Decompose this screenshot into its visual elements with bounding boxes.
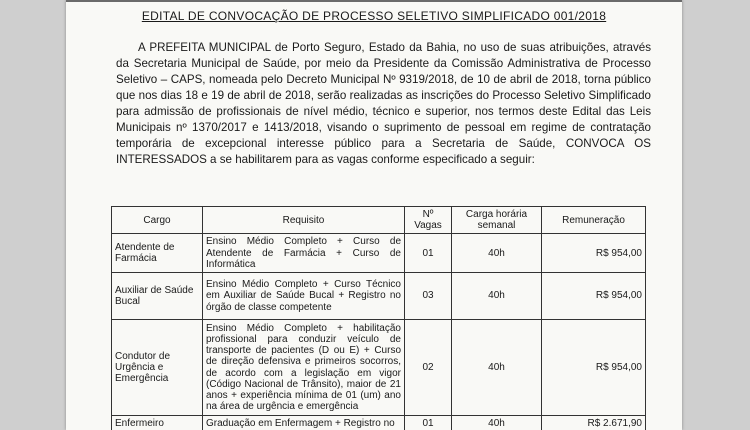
cell-requisito: Ensino Médio Completo + habilitação profissional para conduzir veículo de transporte de pacientes (D ou E) + Curso de direção defensiva e primeiros socorros, de acordo com a legislação em vigor (Código Nacional de Trânsito), maior de 21 anos + experiência mínima de 01 (um) ano na área de urgência e emergência bbox=[203, 320, 405, 416]
document-title: EDITAL DE CONVOCAÇÃO DE PROCESSO SELETIVO SIMPLIFICADO 001/2018 bbox=[141, 9, 607, 23]
cell-cargo: Atendente de Farmácia bbox=[112, 234, 203, 273]
document-page bbox=[66, 0, 682, 430]
table-row bbox=[112, 416, 646, 430]
cell-requisito: Ensino Médio Completo + Curso Técnico em Auxiliar de Saúde Bucal + Registro no órgão de classe competente bbox=[203, 273, 405, 320]
cell-vagas: 01 bbox=[405, 234, 452, 273]
cell-cargo: Condutor de Urgência e Emergência bbox=[112, 320, 203, 416]
cell-remuneracao: R$ 2.671,90 bbox=[542, 416, 646, 430]
cell-remuneracao: R$ 954,00 bbox=[542, 320, 646, 416]
cell-cargo: Auxiliar de Saúde Bucal bbox=[112, 273, 203, 320]
table-row bbox=[112, 234, 646, 273]
top-rule bbox=[66, 0, 682, 2]
cell-remuneracao: R$ 954,00 bbox=[542, 273, 646, 320]
cell-requisito: Graduação em Enfermagem + Registro no bbox=[203, 416, 405, 430]
cell-cargo: Enfermeiro bbox=[112, 416, 203, 430]
table-header-row bbox=[112, 207, 646, 234]
cell-vagas: 01 bbox=[405, 416, 452, 430]
cell-remuneracao: R$ 954,00 bbox=[542, 234, 646, 273]
cell-vagas: 02 bbox=[405, 320, 452, 416]
positions-table bbox=[111, 206, 646, 430]
header-requisito: Requisito bbox=[203, 207, 405, 234]
table-row bbox=[112, 320, 646, 416]
header-vagas: Nº Vagas bbox=[405, 207, 452, 234]
header-carga: Carga horária semanal bbox=[452, 207, 542, 234]
header-cargo: Cargo bbox=[112, 207, 203, 234]
cell-carga: 40h bbox=[452, 273, 542, 320]
cell-vagas: 03 bbox=[405, 273, 452, 320]
intro-paragraph bbox=[116, 40, 651, 168]
intro-text: A PREFEITA MUNICIPAL de Porto Seguro, Estado da Bahia, no uso de suas atribuições, através da Secretaria Municipal de Saúde, por meio da Presidente da Comissão Administrativa de Processo Seletivo – CAPS, nomeada pelo Decreto Municipal Nº 9319/2018, de 10 de abril de 2018, torna público que nos dias 18 e 19 de abril de 2018, serão realizadas as inscrições do Processo Seletivo Simplificado para admissão de profissionais de nível médio, técnico e superior, nos termos deste Edital das Leis Municipais nº 1370/2017 e 1413/2018, visando o suprimento de pessoal em regime de contratação temporária de excepcional interesse público para a Secretaria de Saúde, CONVOCA OS INTERESSADOS a se habilitarem para as vagas conforme especificado a seguir: bbox=[116, 41, 651, 166]
header-remuneracao: Remuneração bbox=[542, 207, 646, 234]
table-row bbox=[112, 273, 646, 320]
cell-carga: 40h bbox=[452, 416, 542, 430]
cell-carga: 40h bbox=[452, 320, 542, 416]
cell-carga: 40h bbox=[452, 234, 542, 273]
cell-requisito: Ensino Médio Completo + Curso de Atendente de Farmácia + Curso de Informática bbox=[203, 234, 405, 273]
